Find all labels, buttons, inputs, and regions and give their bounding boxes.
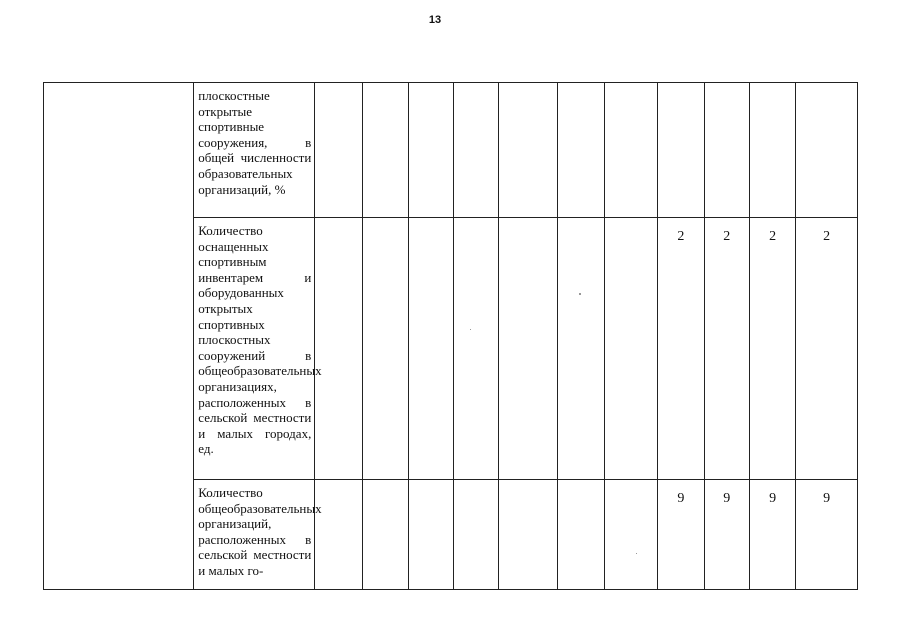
indicator-description: плоскостные открытые спортивные сооружения, в общей численности образовательных организаций, % — [194, 83, 315, 218]
table-cell — [454, 480, 498, 590]
table-cell: 9 — [749, 480, 795, 590]
table-cell: 2 — [704, 218, 749, 480]
table-cell: 9 — [658, 480, 704, 590]
table-cell — [409, 480, 454, 590]
table-cell — [558, 480, 604, 590]
table-cell — [454, 83, 498, 218]
table-cell: 2 — [796, 218, 858, 480]
table-cell — [558, 218, 604, 480]
merged-empty-cell — [44, 83, 194, 590]
indicator-table — [43, 82, 858, 590]
table-cell — [315, 480, 362, 590]
indicator-description: Количество общеобразовательных организаций, расположенных в сельской местности и малых го- — [194, 480, 315, 590]
table-cell — [362, 83, 408, 218]
scan-speck — [579, 293, 581, 295]
table-cell: 2 — [749, 218, 795, 480]
table-cell — [362, 480, 408, 590]
scan-speck — [636, 553, 637, 554]
table-cell — [604, 218, 657, 480]
table-cell — [498, 480, 558, 590]
table-cell — [409, 218, 454, 480]
table-cell — [362, 218, 408, 480]
table-cell — [454, 218, 498, 480]
table-cell — [315, 83, 362, 218]
table-cell — [315, 218, 362, 480]
table-cell — [604, 83, 657, 218]
table-cell — [658, 83, 704, 218]
table-cell: 9 — [704, 480, 749, 590]
page-number: 13 — [428, 14, 442, 26]
table-cell — [498, 218, 558, 480]
table-cell: 2 — [658, 218, 704, 480]
indicator-description: Количество оснащенных спортивным инвентарем и оборудованных открытых спортивных плоскостных сооружений в общеобразовательных организациях, расположенных в сельской местности и малых городах, ед. — [194, 218, 315, 480]
table-cell — [796, 83, 858, 218]
table-cell — [604, 480, 657, 590]
table-cell: 9 — [796, 480, 858, 590]
table-cell — [749, 83, 795, 218]
table-cell — [558, 83, 604, 218]
table-cell — [704, 83, 749, 218]
scan-speck — [470, 329, 471, 330]
table-cell — [498, 83, 558, 218]
table-cell — [409, 83, 454, 218]
table-row — [44, 83, 858, 218]
